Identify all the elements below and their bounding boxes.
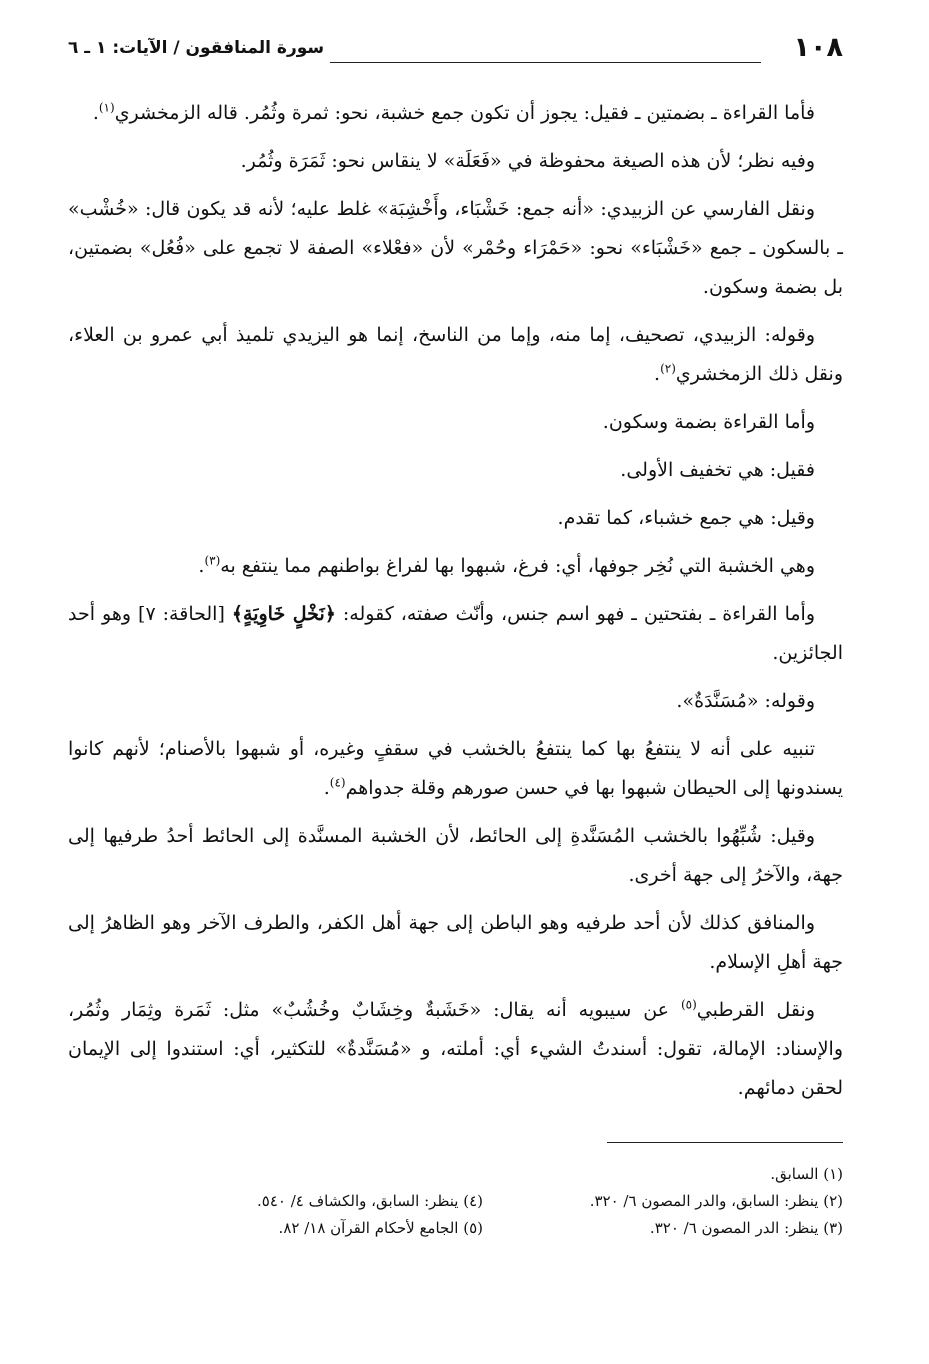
footnote-ref: (٢) (660, 361, 676, 376)
paragraph-text: فأما القراءة ـ بضمتين ـ فقيل: يجوز أن تكون جمع خشبة، نحو: ثمرة وثُمُر. قاله الزمخشري (114, 102, 815, 124)
footnote-row (68, 1188, 843, 1215)
header-rule (330, 62, 761, 63)
footnotes (68, 1161, 843, 1242)
paragraph-tail: . (654, 363, 661, 385)
paragraph (68, 730, 843, 808)
paragraph-tail: [الحاقة: ٧] وهو أحد الجائزين. (68, 603, 843, 664)
paragraph-text: وهي الخشبة التي نُخِر جوفها، أي: فرغ، شبهوا بها لفراغ بواطنهم مما ينتفع به (220, 555, 815, 577)
main-text (68, 94, 843, 1108)
paragraph-text: فقيل: هي تخفيف الأولى. (620, 459, 815, 481)
footnote-2: (٢) ينظر: السابق، والدر المصون ٦/ ٣٢٠. (589, 1192, 843, 1210)
book-page (68, 30, 843, 1350)
paragraph (68, 142, 843, 181)
paragraph-text: تنبيه على أنه لا ينتفعُ بها كما ينتفعُ بالخشب في سقفٍ وغيره، أو شبهوا بالأصنام؛ لأنهم كانوا يسندونها إلى الحيطان شبهوا بها في حسن صورهم وقلة جدواهم (68, 738, 843, 799)
paragraph-tail: عن سيبويه أنه يقال: «خَشَبةٌ وخِشَابٌ وخُشُبٌ» مثل: ثَمَرة وثِمَار وثُمُر، والإسناد: الإمالة، تقول: أسندتُ الشيء أي: أملته، و «مُسَنَّدةٌ» للتكثير، أي: استندوا إلى الإيمان لحقن دمائهم. (68, 999, 843, 1099)
surah-title: سورة المنافقون / الآيات: ١ ـ ٦ (68, 38, 325, 58)
footnote-1: (١) السابق. (770, 1165, 843, 1183)
paragraph (68, 403, 843, 442)
footnote-ref: (١) (98, 100, 115, 115)
paragraph-text: وقوله: «مُسَنَّدَةٌ». (676, 690, 815, 712)
paragraph (68, 499, 843, 538)
paragraph (68, 682, 843, 721)
paragraph-text: وقوله: الزبيدي، تصحيف، إما منه، وإما من الناسخ، إنما هو اليزيدي تلميذ أبي عمرو بن العلاء، ونقل ذلك الزمخشري (68, 324, 843, 385)
footnote-3: (٣) ينظر: الدر المصون ٦/ ٣٢٠. (649, 1219, 843, 1237)
quran-quote: ﴿نَخْلٍ خَاوِيَةٍ﴾ (231, 603, 336, 625)
paragraph (68, 991, 843, 1108)
paragraph (68, 595, 843, 673)
paragraph (68, 190, 843, 307)
page-number: ١٠٨ (793, 32, 843, 63)
paragraph-tail: . (92, 102, 99, 124)
footnote-row (68, 1215, 843, 1242)
footnote-ref: (٣) (204, 553, 221, 568)
paragraph-text: وفيه نظر؛ لأن هذه الصيغة محفوظة في «فَعَلَة» لا ينقاس نحو: ثَمَرَة وثُمُر. (240, 150, 815, 172)
paragraph (68, 94, 843, 133)
paragraph-text: وأما القراءة ـ بفتحتين ـ فهو اسم جنس، وأنّث صفته، كقوله: (342, 603, 816, 625)
footnote-ref: (٤) (329, 775, 346, 790)
page-header (68, 30, 843, 72)
paragraph-text: وأما القراءة بضمة وسكون. (602, 411, 815, 433)
paragraph (68, 547, 843, 586)
footnote-separator (68, 1142, 843, 1143)
footnote-row (68, 1161, 843, 1188)
paragraph (68, 817, 843, 895)
paragraph-tail: . (198, 555, 205, 577)
footnote-rule (607, 1142, 843, 1143)
paragraph-text: وقيل: هي جمع خشباء، كما تقدم. (557, 507, 815, 529)
paragraph-tail: . (323, 777, 330, 799)
paragraph (68, 451, 843, 490)
paragraph-text: ونقل الفارسي عن الزبيدي: «أنه جمع: خَشْبَاء، وأَخْشِبَة» غلط عليه؛ لأنه قد يكون قال: «خُشْب» ـ بالسكون ـ جمع «خَشْبَاء» نحو: «حَمْرَاء وحُمْر» لأن «فعْلاء» الصفة لا تجمع على «فُعُل» بضمتين، بل بضمة وسكون. (68, 198, 843, 298)
paragraph-text: وقيل: شُبِّهُوا بالخشب المُسَنَّدةِ إلى الحائط، لأن الخشبة المسنَّدة إلى الحائط أحدُ طرفيها إلى جهة، والآخرُ إلى جهة أخرى. (68, 825, 843, 886)
footnote-5: (٥) الجامع لأحكام القرآن ١٨/ ٨٢. (278, 1219, 483, 1237)
footnote-ref: (٥) (680, 997, 697, 1012)
paragraph (68, 904, 843, 982)
paragraph-text: ونقل القرطبي (696, 999, 816, 1021)
paragraph (68, 316, 843, 394)
footnote-4: (٤) ينظر: السابق، والكشاف ٤/ ٥٤٠. (256, 1192, 483, 1210)
paragraph-text: والمنافق كذلك لأن أحد طرفيه وهو الباطن إلى جهة أهل الكفر، والطرف الآخر وهو الظاهرُ إلى جهة أهلِ الإسلام. (68, 912, 843, 973)
